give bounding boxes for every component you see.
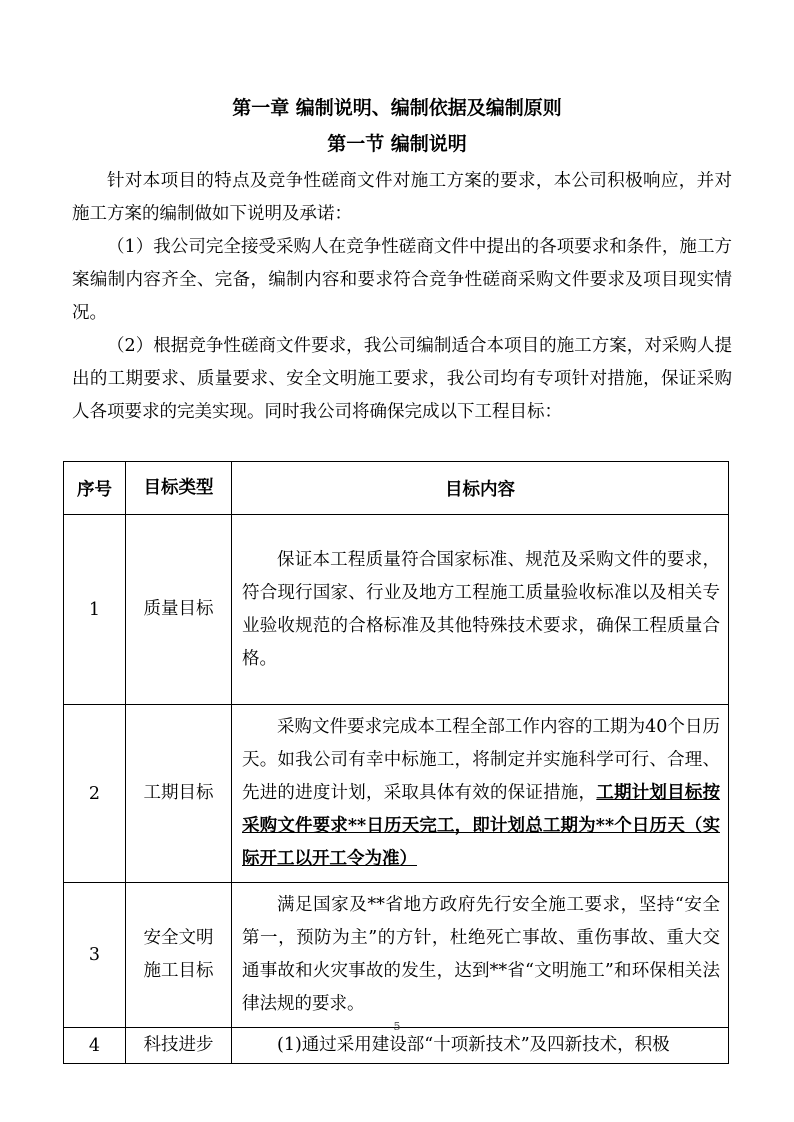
- row-content: [232, 883, 729, 1028]
- row-content: [232, 515, 729, 705]
- row-type-line1: 安全文明: [143, 928, 214, 948]
- row-content-text: (1)通过采用建设部“十项新技术”及四新技术，积极: [277, 1035, 670, 1055]
- header-no: 序号: [64, 462, 126, 515]
- row-no: 4: [64, 1028, 126, 1064]
- row-no: 1: [64, 515, 126, 705]
- row-type: 工期目标: [126, 705, 232, 883]
- row-type: [126, 883, 232, 1028]
- row-content: [232, 705, 729, 883]
- table-row: [64, 515, 729, 705]
- header-type: 目标类型: [126, 462, 232, 515]
- header-content: 目标内容: [232, 462, 729, 515]
- commitment-item-2: （2）根据竞争性磋商文件要求，我公司编制适合本项目的施工方案，对采购人提出的工期要求、质量要求、安全文明施工要求，我公司均有专项针对措施，保证采购人各项要求的完美实现。同时我公司将确保完成以下工程目标：: [72, 336, 732, 422]
- commitment-item-1: （1）我公司完全接受采购人在竞争性磋商文件中提出的各项要求和条件，施工方案编制内容齐全、完备，编制内容和要求符合竞争性磋商采购文件要求及项目现实情况。: [72, 237, 732, 323]
- goals-table: [63, 461, 729, 1064]
- row-no: 2: [64, 705, 126, 883]
- page-number: 5: [393, 1020, 401, 1033]
- row-type: 科技进步: [126, 1028, 232, 1064]
- table-header-row: [64, 462, 729, 515]
- row-content-text: 满足国家及**省地方政府先行安全施工要求，坚持“安全第一，预防为主”的方针，杜绝死亡事故、重伤事故、重大交通事故和火灾事故的发生，达到**省“文明施工”和环保相关法律法规的要求。: [242, 895, 720, 1014]
- schedule-emphasis: 工期计划目标按采购文件要求**日历天完工，即计划总工期为**个日历天（实际开工以开工令为准）: [242, 783, 721, 869]
- table-row: [64, 883, 729, 1028]
- chapter-title: 第一章 编制说明、编制依据及编制原则: [232, 97, 562, 119]
- row-content-text: 采购文件要求完成本工程全部工作内容的工期为40个日历天。如我公司有幸中标施工，将制定并实施科学可行、合理、先进的进度计划，采取具体有效的保证措施，: [242, 717, 720, 803]
- row-type-line2: 施工目标: [143, 961, 214, 981]
- intro-paragraph: 针对本项目的特点及竞争性磋商文件对施工方案的要求，本公司积极响应，并对施工方案的编制做如下说明及承诺：: [72, 171, 732, 224]
- row-no: 3: [64, 883, 126, 1028]
- table-row: [64, 705, 729, 883]
- row-content-text: 保证本工程质量符合国家标准、规范及采购文件的要求，符合现行国家、行业及地方工程施工质量验收标准以及相关专业验收规范的合格标准及其他特殊技术要求，确保工程质量合格。: [242, 549, 720, 669]
- row-type: 质量目标: [126, 515, 232, 705]
- section-title: 第一节 编制说明: [327, 133, 467, 155]
